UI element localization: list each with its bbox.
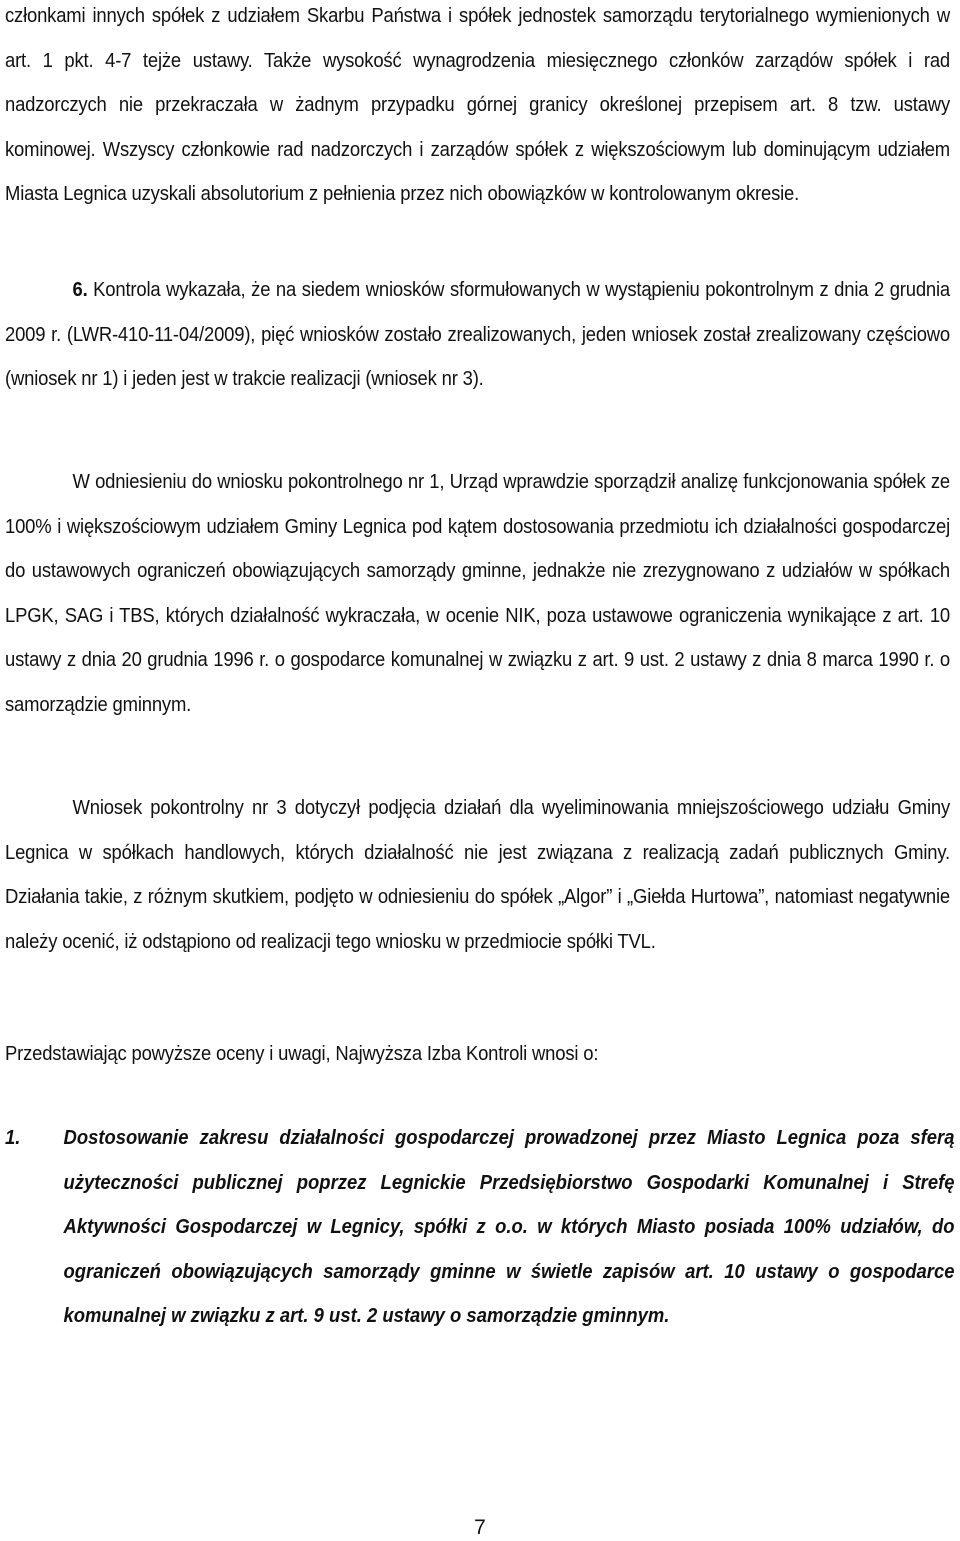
paragraph-wniosek-3-text: Wniosek pokontrolny nr 3 dotyczył podjęcia działań dla wyeliminowania mniejszościowego udziału Gminy Legnica w spółkach handlowych, których działalność nie jest związana z realizacją zadań publicznych Gminy. Działania takie, z różnym skutkiem, podjęto w odniesieniu do spółek „Algor” i „Giełda Hurtowa”, natomiast negatywnie należy ocenić, iż odstąpiono od realizacji tego wniosku w przedmiocie spółki TVL. xyxy=(5,796,950,953)
paragraph-wniosek-1 xyxy=(5,460,950,728)
paragraph-wniosek-3 xyxy=(5,786,950,964)
point-6-text: Kontrola wykazała, że na siedem wniosków sformułowanych w wystąpieniu pokontrolnym z dnia 2 grudnia 2009 r. (LWR-410-11-04/2009), pięć wniosków zostało zrealizowanych, jeden wniosek został zrealizowany częściowo (wniosek nr 1) i jeden jest w trakcie realizacji (wniosek nr 3). xyxy=(5,278,951,391)
paragraph-top xyxy=(5,0,950,217)
list-item-text: Dostosowanie zakresu działalności gospodarczej prowadzonej przez Miasto Legnica poza sferą użyteczności publicznej poprzez Legnickie Przedsiębiorstwo Gospodarki Komunalnej i Strefę Aktywności Gospodarczej w Legnicy, spółki z o.o. w których Miasto posiada 100% udziałów, do ograniczeń obowiązujących samorządy gminne w świetle zapisów art. 10 ustawy o gospodarce komunalnej w związku z art. 9 ust. 2 ustawy o samorządzie gminnym. xyxy=(63,1126,955,1328)
point-6-number: 6. xyxy=(72,278,88,301)
paragraph-top-text: członkami innych spółek z udziałem Skarbu Państwa i spółek jednostek samorządu terytorialnego wymienionych w art. 1 pkt. 4-7 tejże ustawy. Także wysokość wynagrodzenia miesięcznego członków zarządów spółek i rad nadzorczych nie przekraczała w żadnym przypadku górnej granicy określonej przepisem art. 8 tzw. ustawy kominowej. Wszyscy członkowie rad nadzorczych i zarządów spółek z większościowym lub dominującym udziałem Miasta Legnica uzyskali absolutorium z pełnienia przez nich obowiązków w kontrolowanym okresie. xyxy=(5,4,950,206)
list-item xyxy=(5,1116,955,1339)
paragraph-wniosek-1-text: W odniesieniu do wniosku pokontrolnego nr 1, Urząd wprawdzie sporządził analizę funkcjonowania spółek ze 100% i większościowym udziałem Gminy Legnica pod kątem dostosowania przedmiotu ich działalności gospodarczej do ustawowych ograniczeń obowiązujących samorządy gminne, jednakże nie zrezygnowano z udziałów w spółkach LPGK, SAG i TBS, których działalność wykraczała, w ocenie NIK, poza ustawowe ograniczenia wynikające z art. 10 ustawy z dnia 20 grudnia 1996 r. o gospodarce komunalnej w związku z art. 9 ust. 2 ustawy z dnia 8 marca 1990 r. o samorządzie gminnym. xyxy=(5,470,950,716)
intro-wnioski-text: Przedstawiając powyższe oceny i uwagi, Najwyższa Izba Kontroli wnosi o: xyxy=(5,1042,599,1065)
intro-wnioski xyxy=(5,1032,950,1077)
point-6 xyxy=(5,268,950,402)
page-number: 7 xyxy=(474,1516,486,1539)
list-item-number: 1. xyxy=(5,1126,21,1149)
